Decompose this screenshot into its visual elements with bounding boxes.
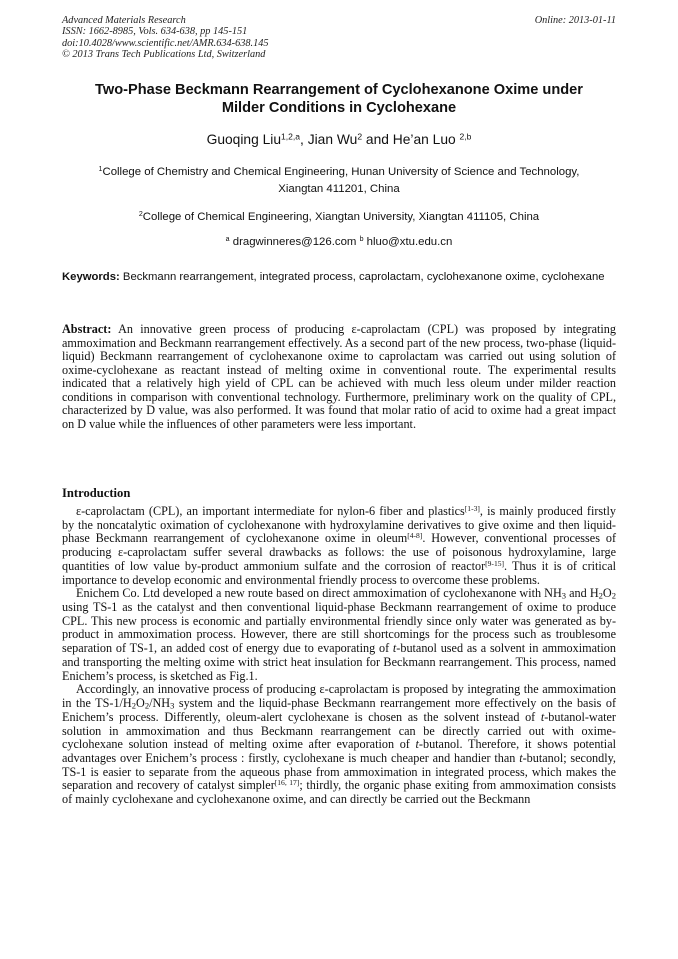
keywords-block (62, 270, 616, 285)
subscript: 3 (170, 700, 175, 711)
keywords-label: Keywords: (62, 271, 120, 283)
affiliation-2-text: College of Chemical Engineering, Xiangtan University, Xiangtan 411105, China (142, 211, 540, 223)
intro-text: Accordingly, an innovative process of producing ε-caprolactam is proposed by integrating the ammoximation in the TS-1/H (62, 682, 616, 711)
intro-text: . Thus it is of critical importance to develop economic and environmental friendly process to overcome these problems. (62, 558, 616, 587)
introduction-body (62, 505, 616, 807)
author-separator: and (362, 132, 393, 147)
author-emails (62, 234, 616, 251)
keywords-text: Beckmann rearrangement, integrated process, caprolactam, cyclohexanone oxime, cyclohexane (119, 271, 605, 283)
subscript: 2 (144, 700, 150, 711)
author-1-affil: 1,2,a (281, 131, 301, 142)
intro-text: -butanol; secondly, TS-1 is easier to separate from the aqueous phase from ammoximation in integrated process, which makes the separation and recovery of catalyst simpler (62, 750, 616, 793)
affiliation-2-mark: 2 (138, 211, 143, 219)
subscript: 3 (561, 591, 567, 602)
abstract-label: Abstract: (62, 322, 112, 336)
affiliation-1 (62, 164, 616, 198)
subscript: 2 (598, 591, 603, 602)
author-3-affil: 2,b (459, 131, 472, 142)
citation: [9-15] (485, 558, 505, 568)
introduction-heading: Introduction (62, 486, 131, 500)
journal-name: Advanced Materials Research (62, 15, 186, 26)
citation: [4-8] (407, 531, 423, 541)
italic-text: t (519, 750, 523, 765)
author-separator: , (300, 132, 308, 147)
intro-text: ; thirdly, the organic phase exiting from ammoximation consists of mainly cyclohexane and cyclohexanone oxime, and can directly be carried out the Beckmann (62, 778, 616, 807)
email-b[interactable]: hluo@xtu.edu.cn (363, 236, 453, 248)
intro-paragraph-1 (62, 505, 616, 587)
issn-line: ISSN: 1662-8985, Vols. 634-638, pp 145-151 (62, 26, 248, 38)
abstract-block (62, 323, 616, 431)
intro-text: system and the liquid-phase Beckmann rearrangement more effectively on the basis of Enichem’s process. Differently, oleum-alert cyclohexane is chosen as the solvent instead of (62, 696, 616, 724)
intro-paragraph-3 (62, 683, 616, 806)
author-3: He’an Luo (392, 132, 460, 147)
author-1: Guoqing Liu (206, 132, 282, 147)
email-a[interactable]: dragwinneres@126.com (229, 236, 360, 248)
affiliation-1-line-1: College of Chemistry and Chemical Engineering, Hunan University of Science and Technology, (102, 166, 580, 178)
italic-text: t (540, 709, 545, 724)
intro-text: O (602, 586, 612, 601)
intro-text: , is mainly produced firstly by the noncatalytic oximation of cyclohexanone with hydroxylamine derivatives to give oxime and then liquid-phase Beckmann rearrangement of cyclohexanone oxime in oleum (62, 504, 617, 546)
intro-text: Enichem Co. Ltd developed a new route based on direct ammoximation of cyclohexanone with NH (76, 586, 562, 601)
intro-text: . However, conventional processes of producing ε-caprolactam suffer several drawbacks as follows: the use of poisonous hydroxylamine, large quantities of low value by-product ammonium sulfate and the corrosion of reactor (62, 531, 617, 573)
intro-paragraph-2 (62, 587, 616, 683)
intro-text: -butanol. Therefore, it shows potential advantages over Enichem’s process : firstly, cyclohexane is much cheaper and handier than (62, 737, 616, 765)
intro-text: O (136, 696, 145, 711)
online-date: Online: 2013-01-11 (534, 15, 616, 26)
subscript: 2 (131, 700, 136, 711)
author-2: Jian Wu (307, 132, 358, 147)
copyright-line: © 2013 Trans Tech Publications Ltd, Switzerland (62, 48, 266, 60)
journal-header (62, 15, 616, 60)
email-a-mark: a (225, 236, 230, 244)
intro-text: using TS-1 as the catalyst and then conventional liquid-phase Beckmann rearrangement of oxime to produce CPL. This new process is economic and partially environmental friendly since only water was generated as by-product in ammoximation process. However, there are still shortcomings for the process such as troublesome separation of TS-1, an added cost of energy due to evaporating of (62, 600, 616, 656)
citation: [1-3] (464, 503, 480, 513)
author-list (62, 131, 616, 149)
author-2-affil: 2 (357, 131, 363, 142)
citation: [16, 17] (274, 778, 300, 788)
intro-text: /NH (149, 696, 171, 711)
abstract-text: An innovative green process of producing ε-caprolactam (CPL) was proposed by integrating ammoximation and Beckmann rearrangement effectively. As a second part of the new process, two-phase (liquid-liquid) Beckmann rearrangement of cyclohexanone oxime to caprolactam was carried out using solution of oxime-cyclohexane as reactant instead of melting oxime in conventional route. The experimental results indicated that a relatively high yield of CPL can be achieved with much less oleum under milder reaction conditions in comparison with conventional technology. Furthermore, preliminary work on the quality of CPL, characterized by D value, was also performed. It was found that molar ratio of acid to oxime had a great impact on D value while the influences of other parameters were less important. (62, 322, 616, 431)
intro-text: -butanol-water solution in ammoximation and thus Beckmann rearrangement can be directly carried out with oxime-cyclohexane solution instead of melting oxime after evaporation of (62, 709, 616, 752)
intro-text: ε-caprolactam (CPL), an important intermediate for nylon-6 fiber and plastics (76, 504, 465, 518)
affiliation-1-line-2: Xiangtan 411201, China (278, 183, 400, 195)
intro-text: -butanol used as a solvent in ammoximation and transporting the melting oxime with strict heat insulation for Beckmann rearrangement. This process, named Enichem’s process, is sketched as Fig.1. (62, 641, 616, 683)
affiliation-2 (62, 209, 616, 226)
subscript: 2 (611, 591, 616, 602)
doi-line: doi:10.4028/www.scientific.net/AMR.634-638.145 (62, 37, 269, 49)
title-line-1: Two-Phase Beckmann Rearrangement of Cyclohexanone Oxime under (95, 82, 583, 98)
title-line-2: Milder Conditions in Cyclohexane (221, 99, 457, 116)
italic-text: t (415, 737, 419, 752)
affiliation-1-mark: 1 (98, 166, 103, 174)
email-b-mark: b (359, 236, 364, 244)
italic-text: t (392, 641, 397, 656)
paper-title (62, 82, 616, 117)
intro-text: and H (566, 586, 599, 601)
